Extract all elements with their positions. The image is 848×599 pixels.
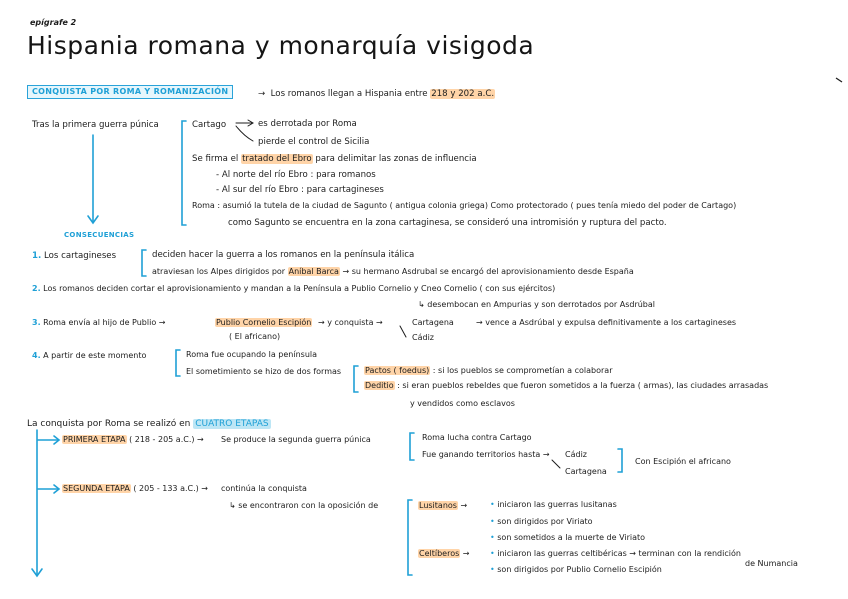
roma-line: Roma : asumió la tutela de la ciudad de Sagunto ( antigua colonia griega) Como protectorado ( pues tenía miedo del poder de Cartago) bbox=[192, 201, 737, 210]
stage2-text: continúa la conquista bbox=[221, 484, 307, 493]
derrotada-text: es derrotada por Roma bbox=[258, 119, 357, 129]
c2-line: 2. Los romanos deciden cortar el aprovisionamiento y mandan a la Península a Publio Cornelio y Cneo Cornelio ( con sus ejércitos) bbox=[32, 284, 556, 293]
stage2-sub: ↳ se encontraron con la oposición de bbox=[229, 501, 379, 510]
stage2-label: SEGUNDA ETAPA bbox=[63, 484, 130, 493]
bracket-forms bbox=[354, 366, 358, 392]
celtiberos-label: Celtíberos → bbox=[419, 549, 470, 558]
stage1-cartagena: Cartagena bbox=[565, 467, 607, 476]
page-title: Hispania romana y monarquía visigoda bbox=[27, 31, 535, 60]
cel-1b: de Numancia bbox=[745, 559, 798, 568]
sur-text: - Al sur del río Ebro : para cartagineses bbox=[216, 185, 384, 195]
cel-2: • son dirigidos por Publio Cornelio Escipión bbox=[490, 565, 662, 574]
stage1-b: Fue ganando territorios hasta → bbox=[422, 450, 550, 459]
c4-a: Roma fue ocupando la península bbox=[186, 350, 318, 359]
bracket-c1 bbox=[142, 250, 146, 276]
c3-cartagena: Cartagena bbox=[412, 318, 454, 327]
stage1-escipion: Con Escipión el africano bbox=[635, 457, 731, 466]
cartago-label: Cartago bbox=[192, 120, 227, 130]
norte-text: - Al norte del río Ebro : para romanos bbox=[216, 170, 376, 180]
punic-lead: Tras la primera guerra púnica bbox=[32, 120, 159, 130]
tratado-line: Se firma el tratado del Ebro para delimitar las zonas de influencia bbox=[192, 154, 477, 164]
lus-3: • son sometidos a la muerte de Viriato bbox=[490, 533, 646, 542]
bracket-stage1-right bbox=[618, 449, 622, 472]
c3-escipion: Publio Cornelio Escipión bbox=[216, 318, 312, 327]
stage2-line: SEGUNDA ETAPA ( 205 - 133 a.C.) → bbox=[63, 484, 209, 493]
cuatro-etapas-highlight: CUATRO ETAPAS bbox=[195, 419, 269, 429]
c4-b: El sometimiento se hizo de dos formas bbox=[186, 367, 342, 376]
lusitanos-label: Lusitanos → bbox=[419, 501, 468, 510]
c1-b: atraviesan los Alpes dirigidos por Aníbal Barca → su hermano Asdrubal se encargó del aprovisionamiento desde España bbox=[152, 267, 634, 276]
c2-sub: ↳ desembocan en Ampurias y son derrotados por Asdrúbal bbox=[418, 300, 656, 309]
stages-intro: La conquista por Roma se realizó en CUATRO ETAPAS bbox=[27, 419, 269, 429]
c4-label: 4. A partir de este momento bbox=[32, 351, 147, 360]
lus-1: • iniciaron las guerras lusitanas bbox=[490, 500, 617, 509]
c1-a: deciden hacer la guerra a los romanos en la península itálica bbox=[152, 250, 415, 260]
bracket-c4 bbox=[176, 350, 180, 376]
c3-conquista: → y conquista → bbox=[318, 318, 383, 327]
deditio-line: Deditio : si eran pueblos rebeldes que fueron sometidos a la fuerza ( armas), las ciudades arrasadas bbox=[365, 381, 769, 390]
bracket-stage1 bbox=[410, 433, 414, 460]
epigrafe-label: epígrafe 2 bbox=[30, 18, 77, 27]
c1-label: 1. Los cartagineses bbox=[32, 251, 117, 261]
deditio-line2: y vendidos como esclavos bbox=[410, 399, 515, 408]
stage1-cadiz: Cádiz bbox=[565, 450, 587, 459]
cel-1: • iniciaron las guerras celtibéricas → terminan con la rendición bbox=[490, 549, 741, 558]
dates-highlight: 218 y 202 a.C. bbox=[431, 89, 495, 99]
arrow: → bbox=[258, 89, 266, 99]
stage1-line: PRIMERA ETAPA ( 218 - 205 a.C.) → bbox=[63, 435, 204, 444]
c3-cadiz: Cádiz bbox=[412, 333, 434, 342]
tratado-highlight: tratado del Ebro bbox=[242, 154, 312, 164]
pierde-text: pierde el control de Sicilia bbox=[258, 137, 370, 147]
bracket-stage2 bbox=[408, 500, 412, 575]
lus-2: • son dirigidos por Viriato bbox=[490, 517, 593, 526]
c3-line: 3. Roma envía al hijo de Publio → bbox=[32, 318, 166, 327]
pactos-line: Pactos ( foedus) : si los pueblos se comprometían a colaborar bbox=[365, 366, 613, 375]
section-box-conquista: CONQUISTA POR ROMA Y ROMANIZACIÓN bbox=[27, 85, 233, 99]
bracket-cartago bbox=[182, 121, 186, 225]
c3-africano: ( El africano) bbox=[229, 332, 281, 341]
intro-line: → Los romanos llegan a Hispania entre 218 y 202 a.C. bbox=[258, 89, 495, 99]
consecuencias-label: CONSECUENCIAS bbox=[64, 231, 135, 239]
stage1-label: PRIMERA ETAPA bbox=[63, 435, 126, 444]
anibal-highlight: Aníbal Barca bbox=[288, 267, 339, 276]
c3-vence: → vence a Asdrúbal y expulsa definitivamente a los cartagineses bbox=[476, 318, 737, 327]
stage1-text: Se produce la segunda guerra púnica bbox=[221, 435, 371, 444]
stage1-a: Roma lucha contra Cartago bbox=[422, 433, 532, 442]
sagunto-line: como Sagunto se encuentra en la zona cartaginesa, se consideró una intromisión y ruptura del pacto. bbox=[228, 218, 667, 228]
corner-mark bbox=[836, 78, 842, 82]
